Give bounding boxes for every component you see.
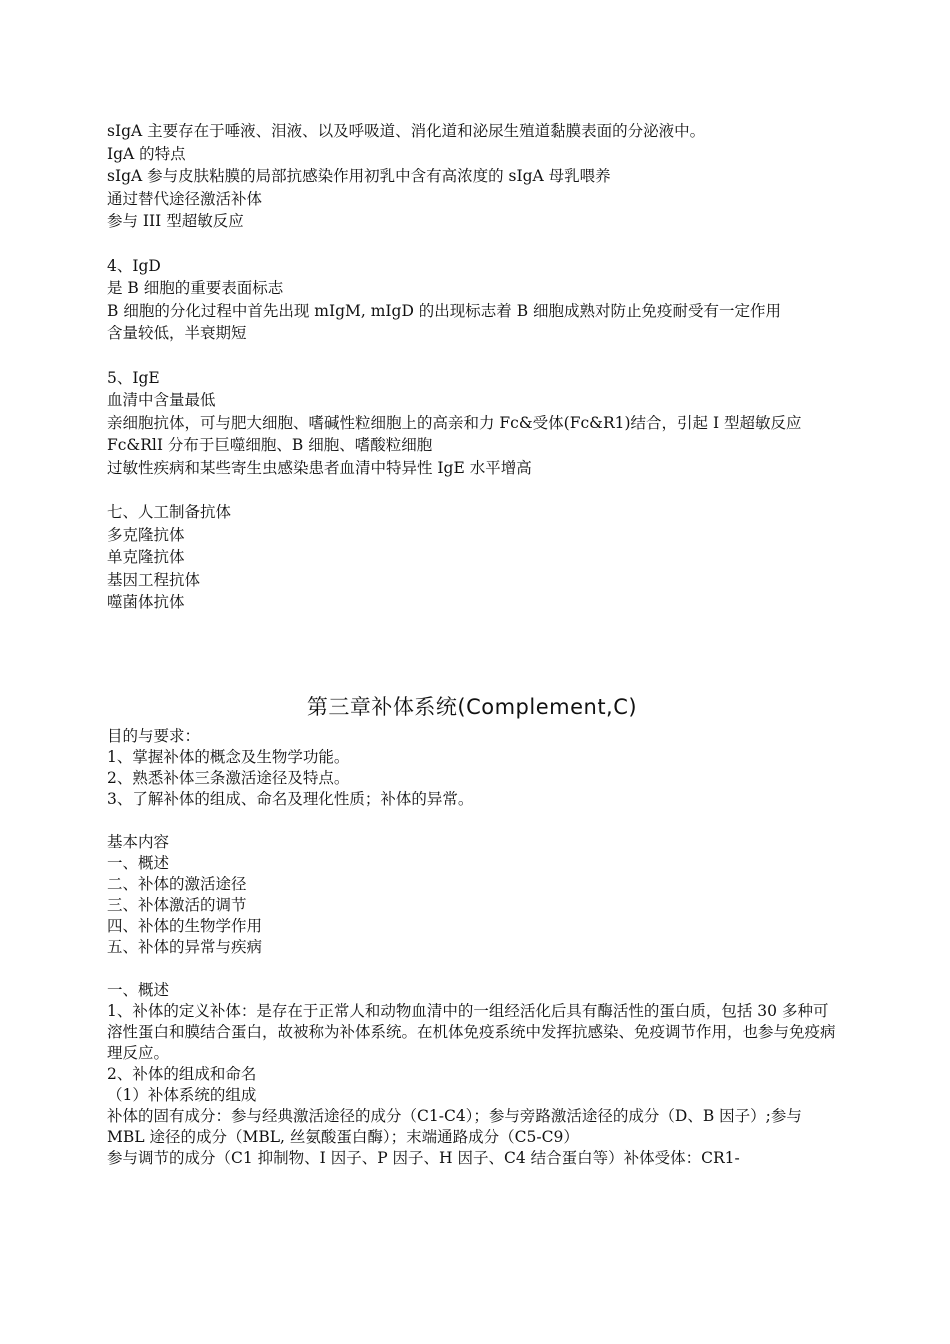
content-item: 三、补体激活的调节: [107, 895, 247, 914]
ige-line-2: 亲细胞抗体，可与肥大细胞、嗜碱性粒细胞上的高亲和力 Fc&受体(Fc&R1)结合，引起 I 型超敏反应: [107, 413, 802, 432]
artificial-item: 基因工程抗体: [107, 570, 201, 589]
iga-line-1: sIgA 主要存在于唾液、泪液、以及呼吸道、消化道和泌尿生殖道黏膜表面的分泌液中。: [107, 122, 706, 140]
artificial-heading: 七、人工制备抗体: [107, 503, 232, 521]
igd-line-3: 含量较低，半衰期短: [107, 324, 247, 342]
artificial-item: 单克隆抗体: [107, 548, 185, 566]
overview-paragraph-3: （1）补体系统的组成: [107, 1085, 257, 1104]
overview-paragraph-2: 2、补体的组成和命名: [107, 1064, 257, 1083]
iga-line-5: 参与 III 型超敏反应: [107, 212, 244, 230]
goal-item: 2、熟悉补体三条激活途径及特点。: [107, 768, 350, 787]
ige-heading: 5、IgE: [107, 368, 160, 387]
goal-item: 1、掌握补体的概念及生物学功能。: [107, 747, 350, 766]
ige-line-3: Fc&RlI 分布于巨噬细胞、B 细胞、嗜酸粒细胞: [107, 436, 433, 454]
ige-line-4: 过敏性疾病和某些寄生虫感染患者血清中特异性 IgE 水平增高: [107, 458, 532, 477]
goals-heading: 目的与要求：: [107, 726, 201, 745]
igd-heading: 4、IgD: [107, 256, 161, 275]
spacer: [107, 810, 837, 832]
artificial-item: 多克隆抗体: [107, 525, 185, 544]
iga-line-4: 通过替代途径激活补体: [107, 189, 263, 208]
igd-line-1: 是 B 细胞的重要表面标志: [107, 279, 284, 297]
ige-line-1: 血清中含量最低: [107, 391, 216, 409]
content-item: 二、补体的激活途径: [107, 874, 247, 893]
spacer: [107, 345, 837, 367]
goal-item: 3、了解补体的组成、命名及理化性质；补体的异常。: [107, 789, 474, 808]
content-item: 一、概述: [107, 853, 170, 872]
overview-paragraph-5: 参与调节的成分（C1 抑制物、I 因子、P 因子、H 因子、C4 结合蛋白等）补体受体：CR1-: [107, 1148, 740, 1167]
content-heading: 基本内容: [107, 832, 170, 851]
chapter-title: 第三章补体系统(Complement,C): [306, 694, 638, 719]
overview-paragraph-4: 补体的固有成分：参与经典激活途径的成分（C1-C4）；参与旁路激活途径的成分（D、B 因子）;参与 MBL 途径的成分（MBL, 丝氨酸蛋白酶）；末端通路成分（C5-C9）: [107, 1106, 802, 1146]
iga-line-2: IgA 的特点: [107, 144, 186, 163]
spacer: [107, 614, 837, 684]
document-page: [107, 120, 837, 1169]
iga-line-3: sIgA 参与皮肤粘膜的局部抗感染作用初乳中含有高浓度的 sIgA 母乳喂养: [107, 167, 611, 185]
artificial-item: 噬菌体抗体: [107, 593, 185, 611]
spacer: [107, 958, 837, 980]
content-item: 四、补体的生物学作用: [107, 916, 263, 935]
igd-line-2: B 细胞的分化过程中首先出现 mIgM, mIgD 的出现标志着 B 细胞成熟对防止免疫耐受有一定作用: [107, 301, 782, 320]
overview-heading: 一、概述: [107, 980, 170, 999]
spacer: [107, 233, 837, 255]
spacer: [107, 479, 837, 501]
overview-paragraph-1: 1、补体的定义补体：是存在于正常人和动物血清中的一组经活化后具有酶活性的蛋白质，包括 30 多种可溶性蛋白和膜结合蛋白，故被称为补体系统。在机体免疫系统中发挥抗感染、免疫调节作用，也参与免疫病理反应。: [107, 1001, 836, 1062]
content-item: 五、补体的异常与疾病: [107, 937, 263, 956]
